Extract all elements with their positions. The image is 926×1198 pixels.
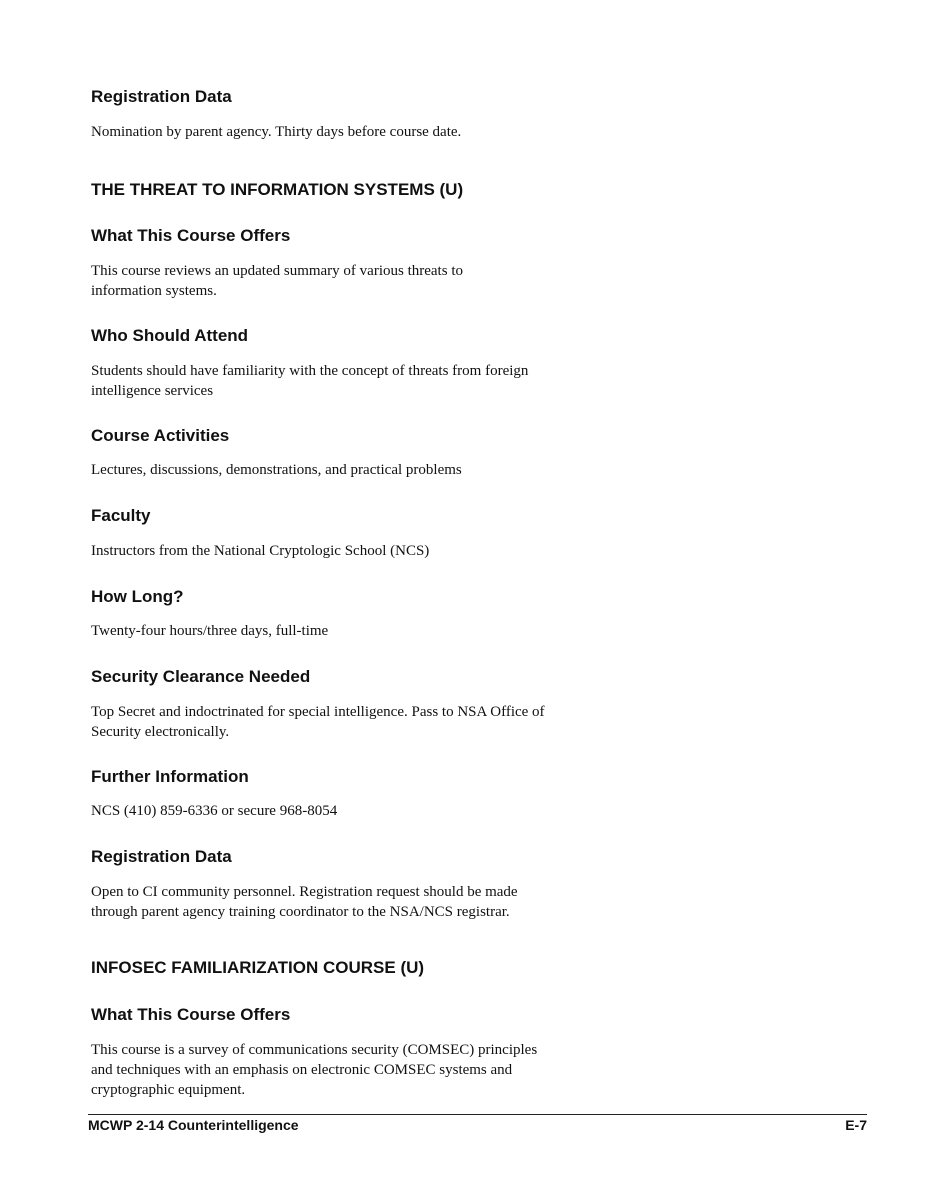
footer-divider — [88, 1114, 867, 1115]
paragraph — [91, 1040, 611, 1100]
paragraph-text: NCS (410) 859-6336 or secure 968-8054 — [91, 803, 338, 819]
section-what-this-course-offers-1 — [91, 226, 611, 246]
paragraph — [91, 882, 611, 922]
paragraph-line: intelligence services — [91, 383, 214, 399]
paragraph — [91, 460, 611, 480]
section-how-long — [91, 587, 611, 607]
subheading: Registration Data — [91, 847, 232, 866]
paragraph — [91, 361, 611, 401]
paragraph-line: This course reviews an updated summary of various threats to — [91, 263, 463, 279]
section-security-clearance — [91, 667, 611, 687]
section-who-should-attend — [91, 326, 611, 346]
course-title-text: INFOSEC FAMILIARIZATION COURSE (U) — [91, 958, 425, 977]
paragraph-text: Lectures, discussions, demonstrations, and practical problems — [91, 462, 462, 478]
paragraph-line: Students should have familiarity with the concept of threats from foreign — [91, 363, 529, 379]
subheading: Registration Data — [91, 87, 232, 106]
paragraph-line: through parent agency training coordinator to the NSA/NCS registrar. — [91, 904, 510, 920]
subheading: Further Information — [91, 767, 249, 786]
paragraph-line: cryptographic equipment. — [91, 1082, 246, 1098]
paragraph — [91, 261, 611, 301]
course-title-text: THE THREAT TO INFORMATION SYSTEMS (U) — [91, 180, 464, 199]
paragraph-line: This course is a survey of communications security (COMSEC) principles — [91, 1042, 538, 1058]
subheading: Security Clearance Needed — [91, 667, 311, 686]
paragraph-line: Open to CI community personnel. Registration request should be made — [91, 884, 518, 900]
course-title — [91, 958, 611, 978]
footer-publication: MCWP 2-14 Counterintelligence — [88, 1117, 299, 1133]
paragraph-line: information systems. — [91, 283, 217, 299]
section-registration-data-1 — [91, 87, 611, 107]
subheading: Faculty — [91, 506, 151, 525]
paragraph — [91, 702, 611, 742]
paragraph — [91, 801, 611, 821]
subheading: What This Course Offers — [91, 1005, 291, 1024]
subheading: Course Activities — [91, 426, 230, 445]
section-further-information — [91, 767, 611, 787]
section-what-this-course-offers-2 — [91, 1005, 611, 1025]
paragraph-line: Top Secret and indoctrinated for special intelligence. Pass to NSA Office of — [91, 704, 545, 720]
paragraph-text: Nomination by parent agency. Thirty days before course date. — [91, 124, 462, 140]
subheading: What This Course Offers — [91, 226, 291, 245]
paragraph-line: and techniques with an emphasis on electronic COMSEC systems and — [91, 1062, 513, 1078]
subheading: How Long? — [91, 587, 184, 606]
paragraph-text: Twenty-four hours/three days, full-time — [91, 623, 329, 639]
paragraph-text: Instructors from the National Cryptologic School (NCS) — [91, 543, 430, 559]
section-course-activities — [91, 426, 611, 446]
paragraph — [91, 621, 611, 641]
section-faculty — [91, 506, 611, 526]
subheading: Who Should Attend — [91, 326, 249, 345]
paragraph — [91, 541, 611, 561]
paragraph-line: Security electronically. — [91, 724, 230, 740]
course-title — [91, 180, 611, 200]
paragraph — [91, 122, 611, 142]
footer-page-number: E-7 — [845, 1117, 867, 1133]
section-registration-data-2 — [91, 847, 611, 867]
